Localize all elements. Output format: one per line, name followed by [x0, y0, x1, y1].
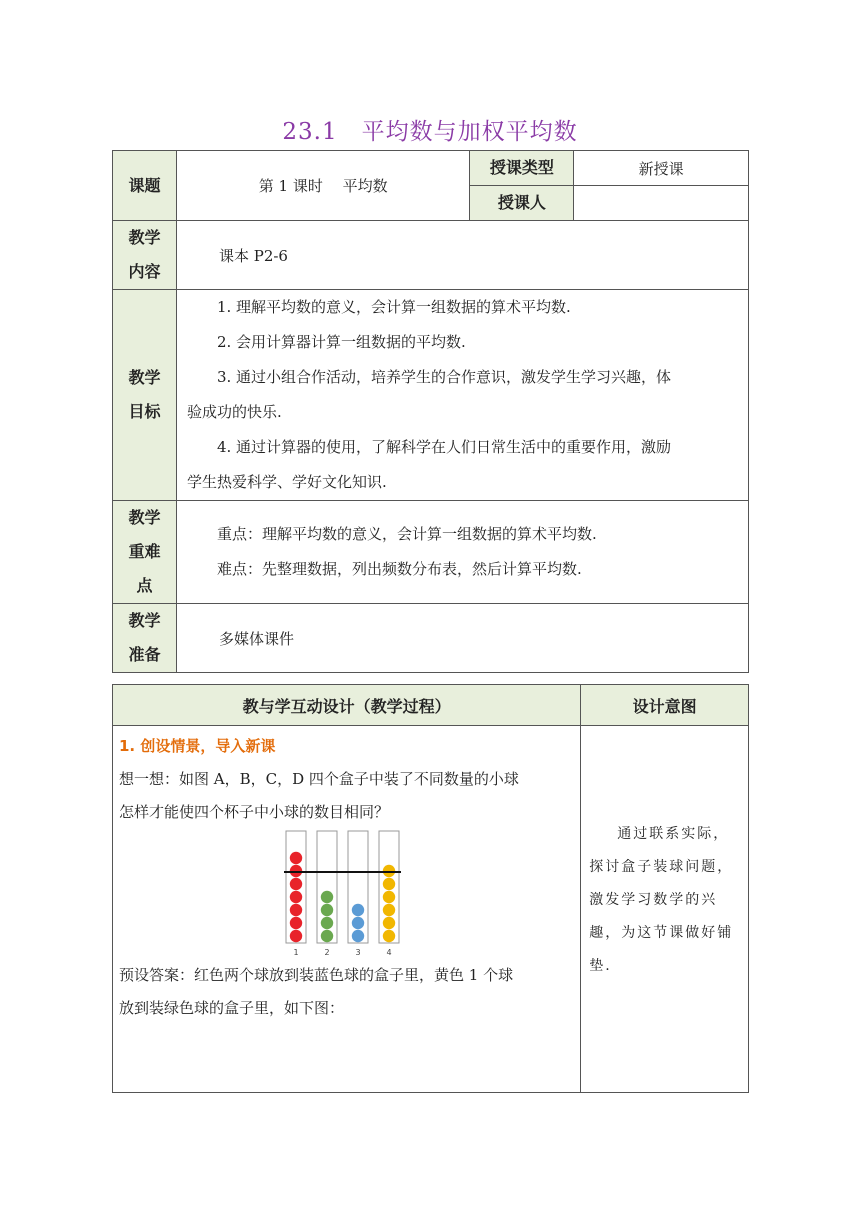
key-point: 重点：理解平均数的意义，会计算一组数据的算术平均数. [216, 525, 597, 543]
difficulty-content [176, 501, 748, 604]
answer-text: 预设答案：红色两个球放到装蓝色球的盒子里，黄色 1 个球 [119, 966, 514, 984]
ball [290, 891, 302, 903]
hard-point: 难点：先整理数据，列出频数分布表，然后计算平均数. [216, 560, 582, 578]
type-value: 新授课 [574, 151, 749, 186]
question-text: 想一想：如图 A，B，C，D 四个盒子中装了不同数量的小球 [119, 770, 519, 788]
ball [383, 930, 395, 942]
ball [352, 904, 364, 916]
intent-line: 趣，为这节课做好铺 [589, 925, 734, 941]
tube-label: 4 [386, 948, 392, 957]
content-value: 课本 P2-6 [176, 221, 748, 290]
topic-label: 课题 [113, 151, 177, 221]
ball [321, 904, 333, 916]
page-title: 23.1 平均数与加权平均数 [282, 119, 578, 145]
ball [383, 878, 395, 890]
type-label: 授课类型 [470, 151, 574, 186]
ball [352, 917, 364, 929]
goal-item: 4. 通过计算器的使用，了解科学在人们日常生活中的重要作用，激励 [216, 438, 672, 456]
difficulty-label: 教学重难点 [113, 501, 177, 604]
ball-tubes-diagram [284, 829, 424, 959]
prep-label: 教学准备 [113, 604, 177, 673]
ball [352, 930, 364, 942]
ball [383, 891, 395, 903]
tube-label: 3 [355, 948, 361, 957]
goal-item: 2. 会用计算器计算一组数据的平均数. [216, 333, 466, 351]
goals-label: 教学目标 [113, 290, 177, 501]
intent-header: 设计意图 [581, 685, 749, 726]
intent-content [581, 726, 749, 1093]
intent-line: 垫. [589, 958, 612, 974]
tube-label: 1 [293, 948, 299, 957]
tube-label: 2 [324, 948, 330, 957]
intent-line: 探讨盒子装球问题， [589, 859, 734, 875]
intent-line: 激发学习数学的兴 [589, 892, 718, 908]
goal-item: 1. 理解平均数的意义，会计算一组数据的算术平均数. [216, 298, 571, 316]
goal-item: 3. 通过小组合作活动，培养学生的合作意识，激发学生学习兴趣，体 [216, 368, 672, 386]
ball [321, 917, 333, 929]
process-table [112, 684, 749, 1093]
process-content [113, 726, 581, 1093]
ball [290, 852, 302, 864]
topic-value: 第 1 课时 平均数 [176, 151, 470, 221]
intent-line: 通过联系实际， [617, 826, 730, 842]
ball-figure [119, 829, 572, 959]
teacher-value [574, 186, 749, 221]
process-header: 教与学互动设计（教学过程） [113, 685, 581, 726]
ball [321, 891, 333, 903]
goal-item: 学生热爱科学、学好文化知识. [186, 473, 387, 491]
goals-list [176, 290, 748, 501]
question-text: 怎样才能使四个杯子中小球的数目相同？ [119, 803, 390, 821]
ball [290, 930, 302, 942]
ball [321, 930, 333, 942]
lesson-info-table [112, 150, 749, 673]
goal-item: 验成功的快乐. [186, 403, 282, 421]
answer-text: 放到装绿色球的盒子里，如下图： [119, 999, 345, 1017]
ball [383, 904, 395, 916]
ball [290, 917, 302, 929]
ball [290, 878, 302, 890]
ball [290, 904, 302, 916]
teacher-label: 授课人 [470, 186, 574, 221]
ball [383, 917, 395, 929]
section-title: 1. 创设情景，导入新课 [119, 737, 276, 755]
prep-value: 多媒体课件 [176, 604, 748, 673]
content-label: 教学内容 [113, 221, 177, 290]
